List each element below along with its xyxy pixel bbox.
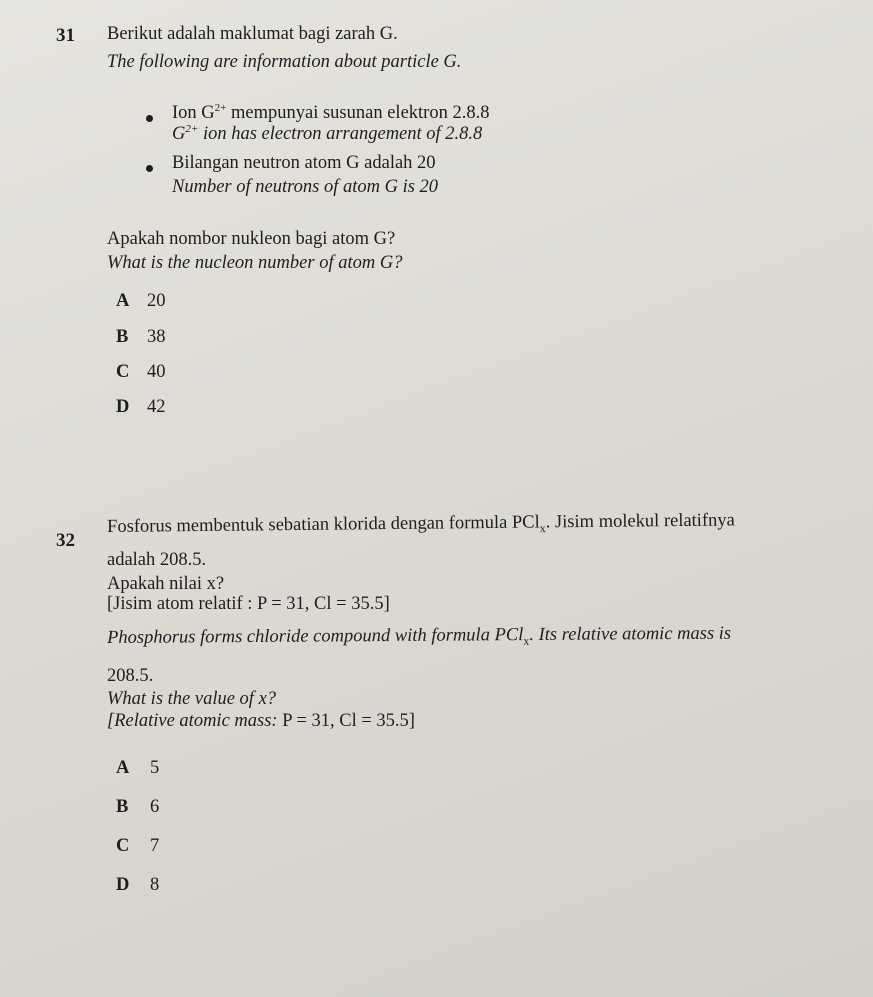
bullet-1-malay: Ion $G^{2+}$ mempunyai susunan elektron 2.8.8 <box>172 101 490 123</box>
question-31-prompt-english: What is the nucleon number of atom G? <box>107 253 403 273</box>
question-32-malay-line-2: adalah 208.5. <box>107 550 207 570</box>
question-32-malay-line-1: Fosforus membentuk sebatian klorida dengan formula PCl$_x$. Jisim molekul relatifnya <box>107 510 735 537</box>
q32-option-c-value[interactable]: 7 <box>150 836 160 856</box>
question-32-english-atomic-mass: [Relative atomic mass: P = 31, Cl = 35.5] <box>107 711 415 731</box>
bullet-1-english: $G^{2+}$ ion has electron arrangement of 2.8.8 <box>172 122 483 144</box>
q32-option-c-letter[interactable]: C <box>116 836 130 856</box>
question-32-english-line-2: 208.5. <box>107 666 154 686</box>
q32-option-a-letter[interactable]: A <box>116 758 130 778</box>
q31-option-d-value[interactable]: 42 <box>147 397 166 417</box>
q31-option-b-letter[interactable]: B <box>116 327 129 347</box>
q32-option-d-letter[interactable]: D <box>116 875 130 895</box>
question-31-intro-malay: Berikut adalah maklumat bagi zarah G. <box>107 24 398 44</box>
question-31-prompt-malay: Apakah nombor nukleon bagi atom G? <box>107 229 396 249</box>
q32-option-b-letter[interactable]: B <box>116 797 129 817</box>
q31-option-a-value[interactable]: 20 <box>147 291 166 311</box>
q31-option-c-value[interactable]: 40 <box>147 362 166 382</box>
bullet-2-malay: Bilangan neutron atom G adalah 20 <box>172 153 436 173</box>
bullet-icon <box>146 165 153 172</box>
question-32-malay-atomic-mass: [Jisim atom relatif : P = 31, Cl = 35.5] <box>107 594 390 614</box>
question-31-intro-english: The following are information about particle G. <box>107 52 462 72</box>
q31-option-b-value[interactable]: 38 <box>147 327 166 347</box>
q32-option-b-value[interactable]: 6 <box>150 797 160 817</box>
q32-option-a-value[interactable]: 5 <box>150 758 160 778</box>
q31-option-a-letter[interactable]: A <box>116 291 130 311</box>
bullet-2-english: Number of neutrons of atom G is 20 <box>172 177 439 197</box>
question-31-number: 31 <box>56 25 75 46</box>
bullet-icon <box>146 115 153 122</box>
question-32-english-prompt: What is the value of x? <box>107 689 277 709</box>
question-32-number: 32 <box>56 530 75 551</box>
q32-option-d-value[interactable]: 8 <box>150 875 160 895</box>
question-32-english-line-1: Phosphorus forms chloride compound with formula PCl$_x$. Its relative atomic mass is <box>107 623 732 648</box>
q31-option-d-letter[interactable]: D <box>116 397 130 417</box>
q31-option-c-letter[interactable]: C <box>116 362 130 382</box>
question-32-malay-prompt: Apakah nilai x? <box>107 574 225 594</box>
